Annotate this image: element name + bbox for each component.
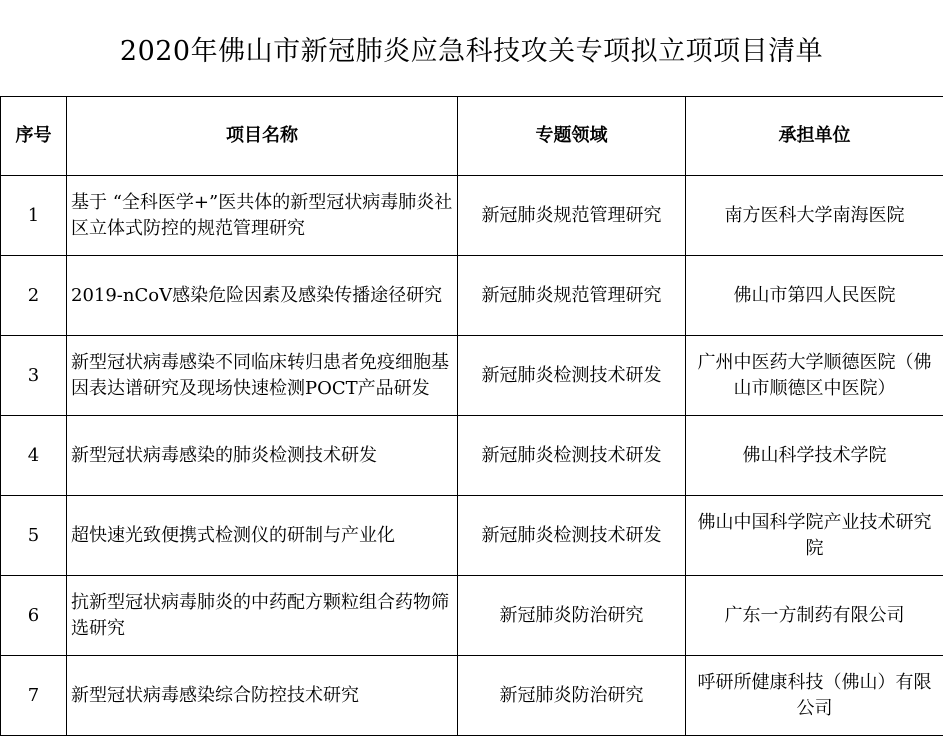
row-field: 新冠肺炎检测技术研发 (458, 336, 686, 416)
row-field: 新冠肺炎规范管理研究 (458, 256, 686, 336)
row-number: 4 (1, 416, 67, 496)
row-organization: 佛山科学技术学院 (686, 416, 943, 496)
row-organization: 广东一方制药有限公司 (686, 576, 943, 656)
row-number: 1 (1, 176, 67, 256)
row-project-name: 抗新型冠状病毒肺炎的中药配方颗粒组合药物筛选研究 (67, 576, 458, 656)
header-project-name: 项目名称 (67, 97, 458, 176)
row-organization: 广州中医药大学顺德医院（佛山市顺德区中医院） (686, 336, 943, 416)
row-organization: 佛山市第四人民医院 (686, 256, 943, 336)
row-field: 新冠肺炎防治研究 (458, 656, 686, 736)
row-field: 新冠肺炎规范管理研究 (458, 176, 686, 256)
table-row (1, 336, 943, 416)
row-number: 6 (1, 576, 67, 656)
table-row (1, 656, 943, 736)
table-row (1, 576, 943, 656)
table-row (1, 496, 943, 576)
row-project-name: 新型冠状病毒感染综合防控技术研究 (67, 656, 458, 736)
row-organization: 南方医科大学南海医院 (686, 176, 943, 256)
row-organization: 呼研所健康科技（佛山）有限公司 (686, 656, 943, 736)
header-number: 序号 (1, 97, 67, 176)
table-row (1, 416, 943, 496)
row-number: 5 (1, 496, 67, 576)
row-number: 3 (1, 336, 67, 416)
row-project-name: 基于 “全科医学+”医共体的新型冠状病毒肺炎社区立体式防控的规范管理研究 (67, 176, 458, 256)
table-row (1, 176, 943, 256)
row-project-name: 新型冠状病毒感染不同临床转归患者免疫细胞基因表达谱研究及现场快速检测POCT产品研发 (67, 336, 458, 416)
row-number: 7 (1, 656, 67, 736)
row-organization: 佛山中国科学院产业技术研究院 (686, 496, 943, 576)
row-project-name: 超快速光致便携式检测仪的研制与产业化 (67, 496, 458, 576)
project-table (0, 96, 943, 736)
header-field: 专题领域 (458, 97, 686, 176)
table-header-row (1, 97, 943, 176)
header-organization: 承担单位 (686, 97, 943, 176)
row-field: 新冠肺炎防治研究 (458, 576, 686, 656)
table-row (1, 256, 943, 336)
page-title: 2020年佛山市新冠肺炎应急科技攻关专项拟立项项目清单 (0, 0, 943, 96)
row-field: 新冠肺炎检测技术研发 (458, 416, 686, 496)
row-field: 新冠肺炎检测技术研发 (458, 496, 686, 576)
row-number: 2 (1, 256, 67, 336)
row-project-name: 2019-nCoV感染危险因素及感染传播途径研究 (67, 256, 458, 336)
row-project-name: 新型冠状病毒感染的肺炎检测技术研发 (67, 416, 458, 496)
